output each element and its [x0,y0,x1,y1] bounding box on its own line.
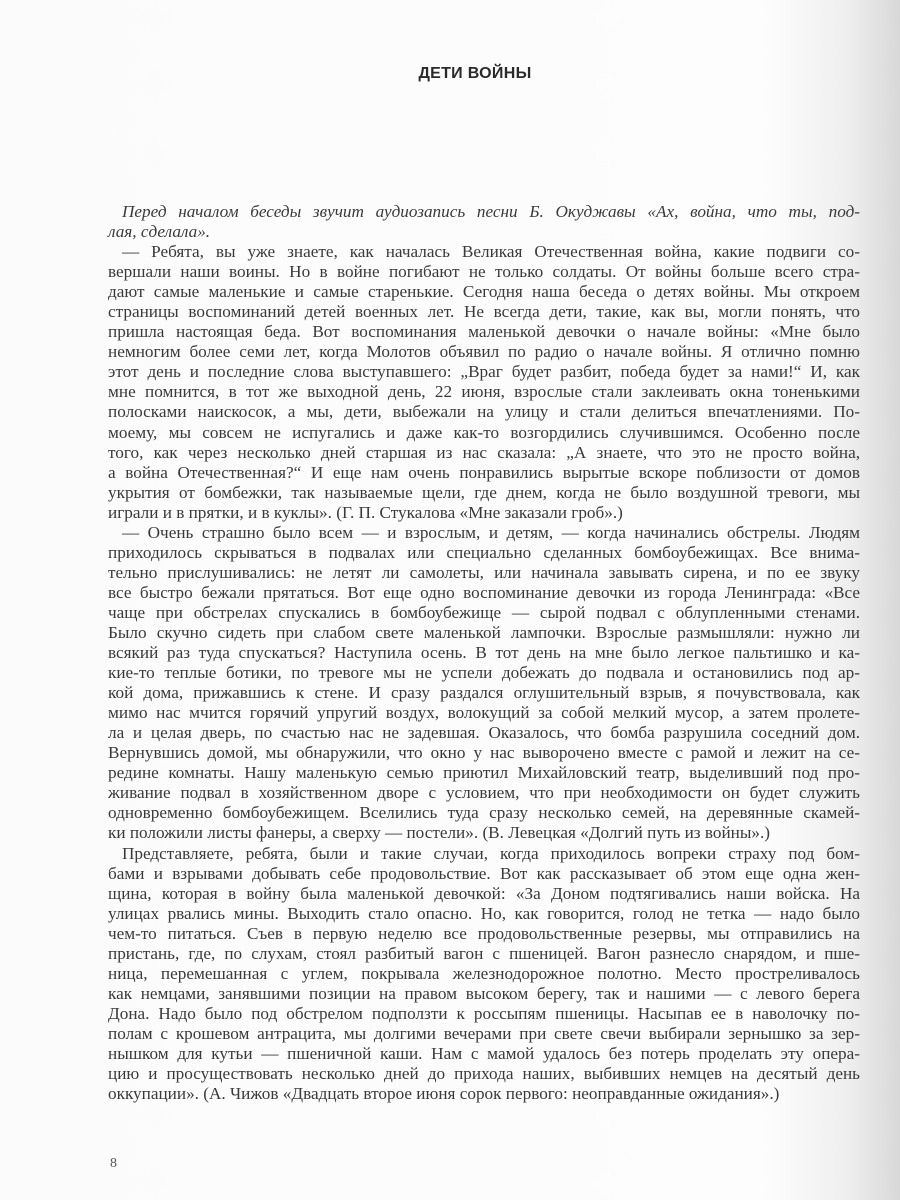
text-line: бами и взрывами добывать себе продовольствие. Вот как рассказывает об этом еще одна жен- [108,863,860,883]
text-line: щина, которая в войну была маленькой девочкой: «За Доном подтягивались наши войска. На [108,883,860,903]
text-line: нышком для кутьи — пшеничной каши. Нам с мамой удалось без потерь проделать эту опера- [108,1043,860,1063]
article-body [108,202,860,1104]
text-line: кие-то теплые ботики, по тревоге мы не успели добежать до подвала и остановились под ар- [108,663,860,683]
text-line: чем-то питаться. Съев в первую неделю все продовольственные резервы, мы отправились на [108,923,860,943]
text-line: — Очень страшно было всем — и взрослым, и детям, — когда начинались обстрелы. Людям [122,522,860,542]
text-line: полам с крошевом антрацита, мы долгими вечерами при свете свечи выбирали зернышко за зер- [108,1023,860,1043]
text-line: мимо нас мчится горячий упругий воздух, волокущий за собой мелкий мусор, а затем пролете- [108,703,860,723]
text-line: чаще при обстрелах спускались в бомбоубежище — сырой подвал с облупленными стенами. [108,602,860,622]
text-line: Дона. Надо было под обстрелом подползти к россыпям пшеницы. Насыпав ее в наволочку по- [108,1003,860,1023]
text-line: одновременно бомбоубежищем. Вселились туда сразу несколько семей, на деревянные скамей- [108,803,860,823]
text-line: лая, сделала». [108,222,211,242]
text-line: пришла настоящая беда. Вот воспоминания маленькой девочки о начале войны: «Мне было [108,322,860,342]
text-line: всякий раз туда спускаться? Наступила осень. В тот день на мне было легкое пальтишко и ка- [108,643,860,663]
text-line: дают самые маленькие и самые старенькие. Сегодня наша беседа о детях войны. Мы откроем [108,282,860,302]
text-line: Было скучно сидеть при слабом свете маленькой лампочки. Взрослые размышляли: нужно ли [108,622,860,642]
text-line: ла и целая дверь, по счастью нас не задевшая. Оказалось, что бомба разрушила соседний дом. [108,723,860,743]
text-line: Перед началом беседы звучит аудиозапись песни Б. Окуджавы «Ах, война, что ты, под- [122,202,860,221]
text-line: этот день и последние слова выступавшего: „Враг будет разбит, победа будет за нами!“ И, как [108,362,860,382]
text-line: — Ребята, вы уже знаете, как началась Великая Отечественная война, какие подвиги со- [122,242,860,262]
text-line: немногим более семи лет, когда Молотов объявил по радио о начале войны. Я отлично помню [108,342,860,362]
text-line: вершали наши воины. Но в войне погибают не только солдаты. От войны больше всего стра- [108,262,860,282]
text-line: кой дома, прижавшись к стене. И сразу раздался оглушительный взрыв, я почувствовала, как [108,683,860,703]
text-line: ница, перемешанная с углем, покрывала железнодорожное полотно. Место простреливалось [108,963,860,983]
text-line: мне помнится, в тот же выходной день, 22 июня, взрослые стали заклеивать окна тоненькими [108,382,860,402]
text-line: редине комнаты. Нашу маленькую семью приютил Михайловский театр, выделивший под про- [108,763,860,783]
text-line: моему, мы совсем не испугались и даже как-то возгордились случившимся. Особенно после [108,422,860,442]
text-line: как немцами, занявшими позиции на правом высоком берегу, так и нашими — с левого берега [108,983,860,1003]
text-line: тельно прислушивались: не летят ли самолеты, или начинала завывать сирена, и по ее звуку [108,562,860,582]
text-line: страницы воспоминаний детей военных лет. Не всегда дети, такие, как вы, могли понять, что [108,302,860,322]
text-line: все быстро бежали прятаться. Вот еще одно воспоминание девочки из города Ленинграда: «Все [108,582,860,602]
paragraph [108,844,860,1105]
text-line: живание подвал в хозяйственном дворе с условием, что при необходимости он будет служить [108,783,860,803]
text-line: того, как через несколько дней старшая из нас сказала: „А знаете, что это не просто война, [108,442,860,462]
text-line: ки положили листы фанеры, а сверху — постели». (В. Левецкая «Долгий путь из войны».) [108,823,771,843]
paragraph [108,242,860,523]
text-line: полосками наискосок, а мы, дети, выбежали на улицу и стали делиться впечатлениями. По- [108,402,860,422]
text-line: улицах рвались мины. Выходить стало опасно. Но, как говорится, голод не тетка — надо было [108,903,860,923]
text-line: а война Отечественная?“ И еще нам очень понравились вырытые вскоре поблизости от домов [108,462,860,482]
text-line: приходилось скрываться в подвалах или специально сделанных бомбоубежищах. Все внима- [108,542,860,562]
text-line: цию и просуществовать несколько дней до прихода наших, выбивших немцев на десятый день [108,1064,860,1084]
text-line: оккупации». (А. Чижов «Двадцать второе июня сорок первого: неоправданные ожидания».) [108,1084,780,1104]
text-line: пристань, где, по слухам, стоял разбитый вагон с пшеницей. Вагон разнесло снарядом, и пше- [108,943,860,963]
text-line: укрытия от бомбежки, так называемые щели, где днем, когда не было воздушной тревоги, мы [108,482,860,502]
text-line: играли и в прятки, и в куклы». (Г. П. Стукалова «Мне заказали гроб».) [108,502,623,522]
text-line: Представляете, ребята, были и такие случаи, когда приходилось вопреки страху под бом- [122,843,860,863]
page-title: ДЕТИ ВОЙНЫ [418,65,532,82]
page-number: 8 [110,1156,117,1171]
text-line: Вернувшись домой, мы обнаружили, что окно у нас выворочено вместе с рамой и лежит на се- [108,743,860,763]
intro-paragraph [108,202,860,242]
paragraph [108,523,860,844]
